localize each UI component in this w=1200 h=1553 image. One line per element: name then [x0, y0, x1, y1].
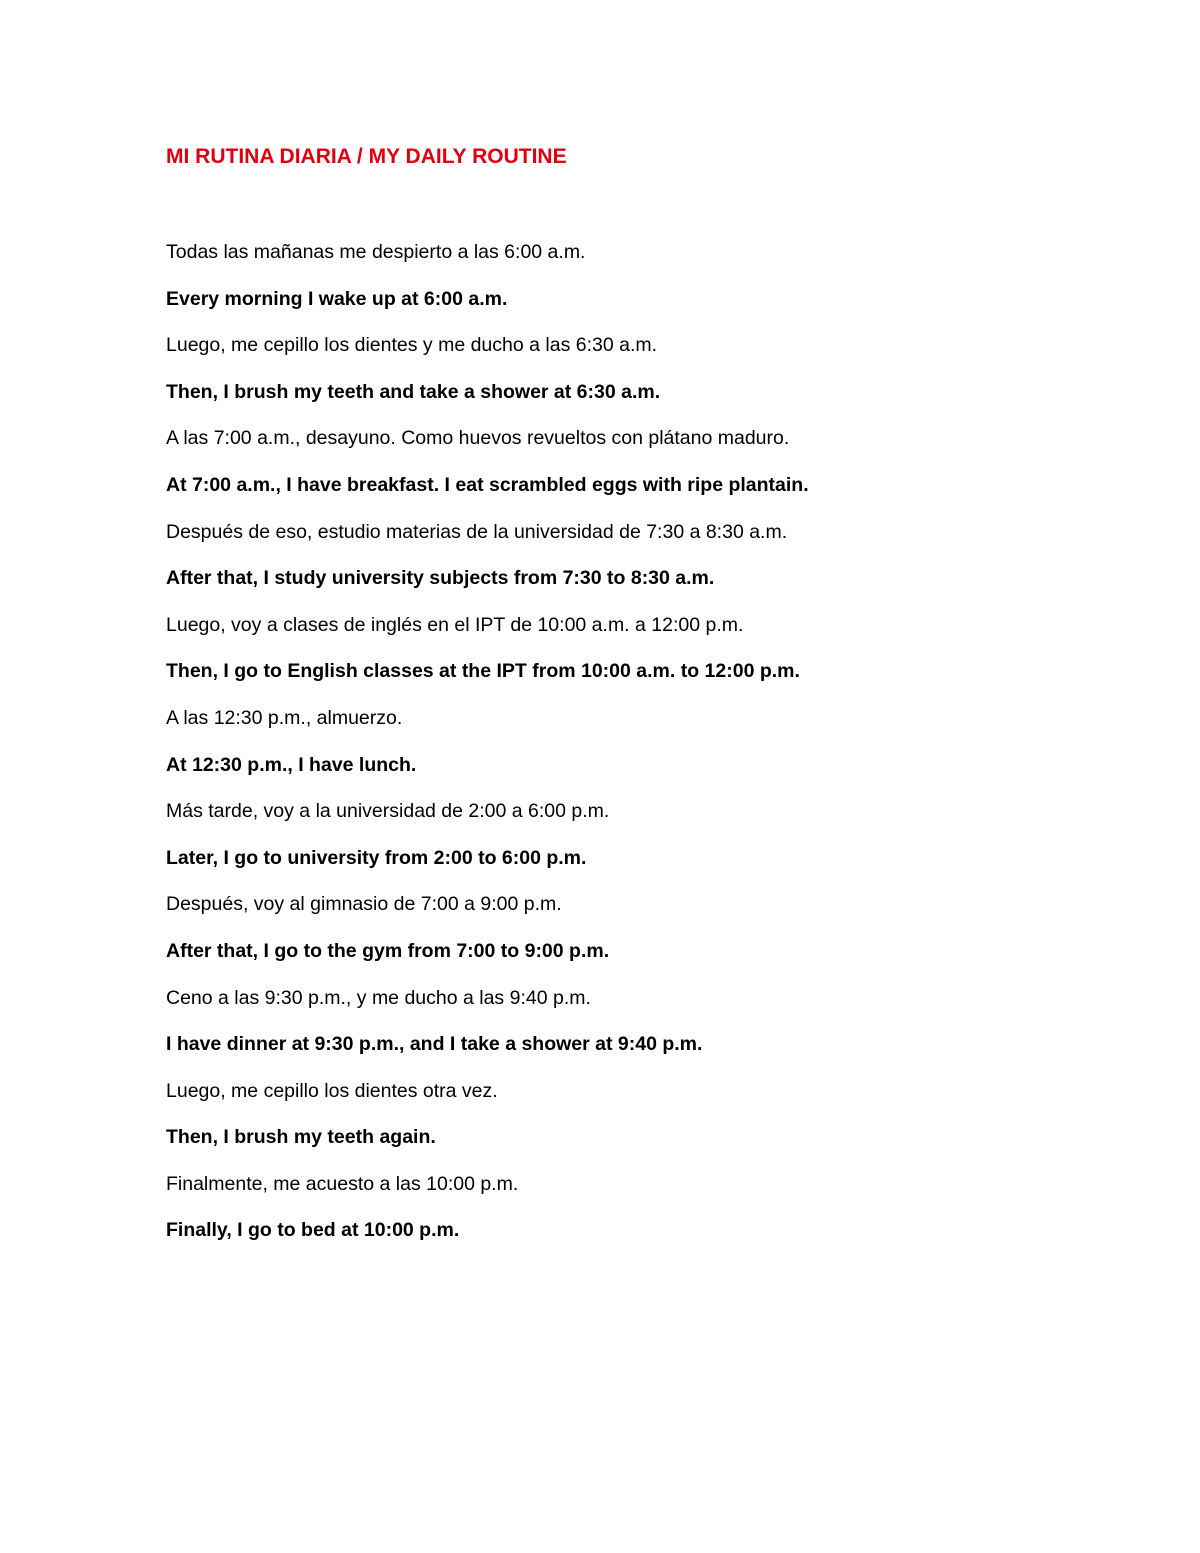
routine-text	[166, 237, 1146, 1262]
spanish-sentence: Finalmente, me acuesto a las 10:00 p.m.	[166, 1172, 519, 1195]
english-sentence: Then, I brush my teeth again.	[166, 1126, 436, 1149]
spanish-sentence: Después, voy al gimnasio de 7:00 a 9:00 p.m.	[166, 893, 562, 916]
english-sentence: Then, I brush my teeth and take a shower at 6:30 a.m.	[166, 380, 661, 403]
spanish-sentence: Luego, me cepillo los dientes y me ducho a las 6:30 a.m.	[166, 334, 658, 357]
english-sentence: Later, I go to university from 2:00 to 6:00 p.m.	[166, 846, 587, 869]
spanish-sentence: Luego, me cepillo los dientes otra vez.	[166, 1079, 498, 1102]
spanish-sentence: Después de eso, estudio materias de la universidad de 7:30 a 8:30 a.m.	[166, 520, 788, 543]
english-sentence: I have dinner at 9:30 p.m., and I take a shower at 9:40 p.m.	[166, 1033, 703, 1056]
spanish-sentence: A las 12:30 p.m., almuerzo.	[166, 706, 403, 729]
english-sentence: After that, I study university subjects from 7:30 to 8:30 a.m.	[166, 567, 715, 590]
spanish-sentence: Ceno a las 9:30 p.m., y me ducho a las 9:40 p.m.	[166, 986, 591, 1009]
spanish-sentence: Más tarde, voy a la universidad de 2:00 a 6:00 p.m.	[166, 800, 610, 823]
spanish-sentence: Todas las mañanas me despierto a las 6:00 a.m.	[166, 241, 586, 263]
spanish-sentence: Luego, voy a clases de inglés en el IPT de 10:00 a.m. a 12:00 p.m.	[166, 613, 744, 636]
document-title: MI RUTINA DIARIA / MY DAILY ROUTINE	[166, 145, 567, 168]
english-sentence: Every morning I wake up at 6:00 a.m.	[166, 287, 508, 310]
english-sentence: Then, I go to English classes at the IPT from 10:00 a.m. to 12:00 p.m.	[166, 660, 800, 683]
english-sentence: Finally, I go to bed at 10:00 p.m.	[166, 1219, 460, 1242]
english-sentence: At 7:00 a.m., I have breakfast. I eat scrambled eggs with ripe plantain.	[166, 473, 809, 496]
english-sentence: At 12:30 p.m., I have lunch.	[166, 753, 417, 776]
english-sentence: After that, I go to the gym from 7:00 to 9:00 p.m.	[166, 939, 610, 962]
spanish-sentence: A las 7:00 a.m., desayuno. Como huevos revueltos con plátano maduro.	[166, 427, 790, 450]
